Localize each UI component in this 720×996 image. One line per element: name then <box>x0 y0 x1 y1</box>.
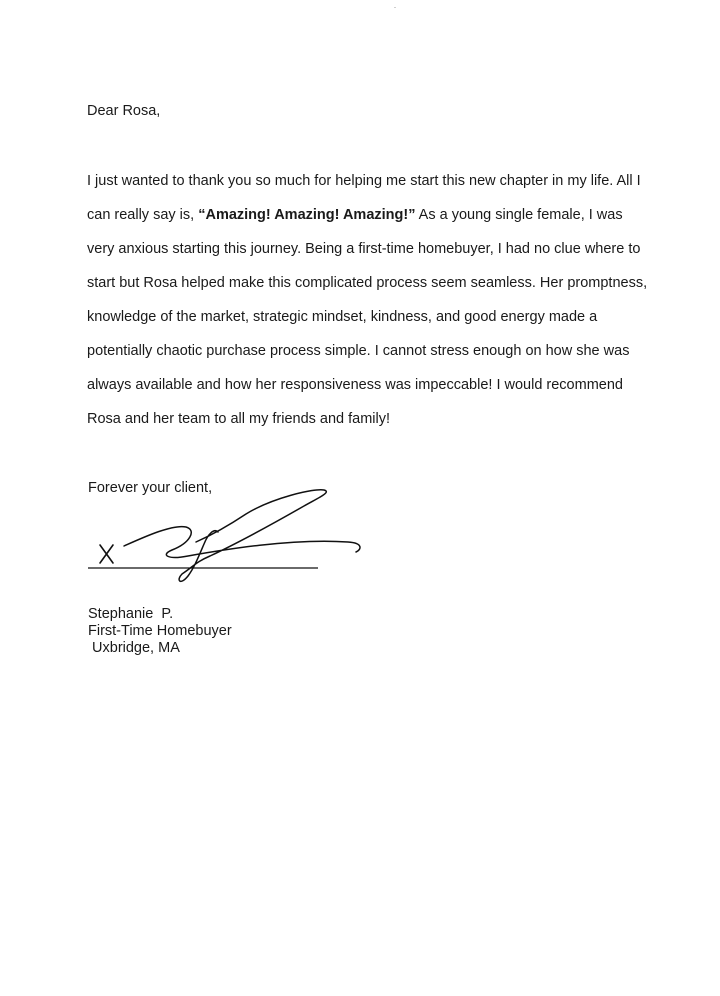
body-line: potentially chaotic purchase process simple. I cannot stress enough on how she was <box>87 343 630 359</box>
signer-location: Uxbridge, MA <box>88 640 180 656</box>
closing-line: Forever your client, <box>88 480 213 496</box>
signature-x-mark <box>100 545 113 563</box>
signer-block <box>88 606 232 657</box>
body-line: knowledge of the market, strategic mindset, kindness, and good energy made a <box>87 309 598 325</box>
body-line: start but Rosa helped make this complicated process seem seamless. Her promptness, <box>87 275 648 291</box>
emphasis-text: “Amazing! Amazing! Amazing!” <box>198 207 416 223</box>
signer-title: First-Time Homebuyer <box>88 623 232 639</box>
signer-name: Stephanie P. <box>88 606 174 622</box>
body-line: very anxious starting this journey. Being a first-time homebuyer, I had no clue where to <box>87 241 641 257</box>
body-text-segment: can really say is, <box>87 207 199 223</box>
body-line: Rosa and her team to all my friends and family! <box>87 411 391 427</box>
salutation: Dear Rosa, <box>87 103 161 119</box>
body-line: always available and how her responsiveness was impeccable! I would recommend <box>87 377 623 393</box>
body-line-with-emphasis <box>87 202 647 236</box>
letter-body <box>87 168 647 440</box>
body-text-segment: As a young single female, I was <box>415 207 623 223</box>
body-line: I just wanted to thank you so much for helping me start this new chapter in my life. All I <box>87 173 641 189</box>
handwritten-signature <box>80 476 370 586</box>
scan-speck <box>394 7 396 8</box>
